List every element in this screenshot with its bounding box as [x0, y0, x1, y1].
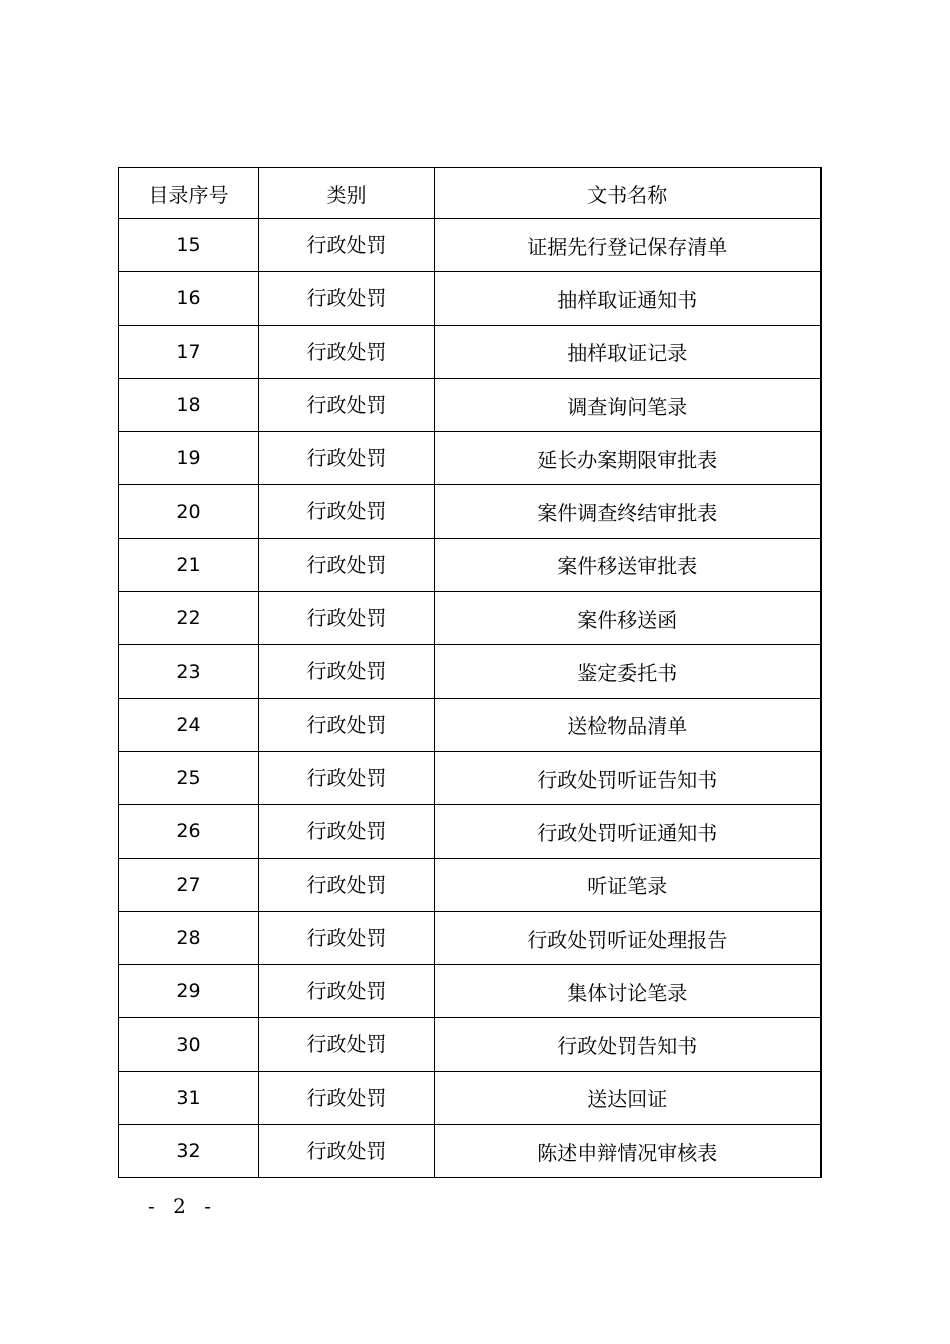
table-row	[119, 538, 821, 591]
catalog-number-cell: 21	[119, 538, 259, 591]
category-cell: 行政处罚	[259, 219, 435, 272]
document-name-cell: 行政处罚告知书	[435, 1018, 821, 1071]
table-row	[119, 485, 821, 538]
catalog-number-cell: 27	[119, 858, 259, 911]
catalog-number-cell: 29	[119, 965, 259, 1018]
table-row	[119, 1125, 821, 1178]
document-name-cell: 送检物品清单	[435, 698, 821, 751]
category-cell: 行政处罚	[259, 592, 435, 645]
category-cell: 行政处罚	[259, 1018, 435, 1071]
catalog-number-cell: 23	[119, 645, 259, 698]
category-cell: 行政处罚	[259, 965, 435, 1018]
document-name-cell: 案件移送审批表	[435, 538, 821, 591]
table-row	[119, 592, 821, 645]
document-name-cell: 送达回证	[435, 1071, 821, 1124]
document-name-cell: 调查询问笔录	[435, 378, 821, 431]
document-name-cell: 行政处罚听证告知书	[435, 751, 821, 804]
table-row	[119, 911, 821, 964]
table-row	[119, 432, 821, 485]
table-body	[119, 219, 821, 1178]
category-cell: 行政处罚	[259, 911, 435, 964]
document-name-cell: 案件移送函	[435, 592, 821, 645]
document-name-cell: 抽样取证通知书	[435, 272, 821, 325]
document-name-cell: 听证笔录	[435, 858, 821, 911]
catalog-number-cell: 32	[119, 1125, 259, 1178]
catalog-number-cell: 26	[119, 805, 259, 858]
category-cell: 行政处罚	[259, 1125, 435, 1178]
category-cell: 行政处罚	[259, 272, 435, 325]
table-row	[119, 219, 821, 272]
table-row	[119, 1071, 821, 1124]
document-name-cell: 行政处罚听证处理报告	[435, 911, 821, 964]
table-row	[119, 1018, 821, 1071]
document-catalog-table	[118, 167, 822, 1178]
document-name-cell: 集体讨论笔录	[435, 965, 821, 1018]
table-row	[119, 378, 821, 431]
table-row	[119, 645, 821, 698]
category-cell: 行政处罚	[259, 698, 435, 751]
document-name-cell: 延长办案期限审批表	[435, 432, 821, 485]
table-row	[119, 272, 821, 325]
header-catalog-number: 目录序号	[119, 168, 259, 219]
catalog-number-cell: 28	[119, 911, 259, 964]
table-row	[119, 965, 821, 1018]
category-cell: 行政处罚	[259, 805, 435, 858]
catalog-number-cell: 17	[119, 325, 259, 378]
catalog-number-cell: 31	[119, 1071, 259, 1124]
catalog-number-cell: 22	[119, 592, 259, 645]
table-row	[119, 325, 821, 378]
category-cell: 行政处罚	[259, 432, 435, 485]
category-cell: 行政处罚	[259, 378, 435, 431]
document-name-cell: 案件调查终结审批表	[435, 485, 821, 538]
table-row	[119, 805, 821, 858]
catalog-number-cell: 16	[119, 272, 259, 325]
document-name-cell: 抽样取证记录	[435, 325, 821, 378]
page-number: - 2 -	[148, 1194, 217, 1218]
catalog-number-cell: 24	[119, 698, 259, 751]
catalog-number-cell: 30	[119, 1018, 259, 1071]
document-name-cell: 鉴定委托书	[435, 645, 821, 698]
catalog-number-cell: 15	[119, 219, 259, 272]
category-cell: 行政处罚	[259, 645, 435, 698]
header-category: 类别	[259, 168, 435, 219]
document-name-cell: 证据先行登记保存清单	[435, 219, 821, 272]
catalog-number-cell: 25	[119, 751, 259, 804]
table-row	[119, 698, 821, 751]
table-header-row	[119, 168, 821, 219]
category-cell: 行政处罚	[259, 538, 435, 591]
category-cell: 行政处罚	[259, 751, 435, 804]
header-document-name: 文书名称	[435, 168, 821, 219]
catalog-number-cell: 18	[119, 378, 259, 431]
catalog-number-cell: 19	[119, 432, 259, 485]
document-name-cell: 陈述申辩情况审核表	[435, 1125, 821, 1178]
category-cell: 行政处罚	[259, 1071, 435, 1124]
category-cell: 行政处罚	[259, 858, 435, 911]
table-row	[119, 858, 821, 911]
document-name-cell: 行政处罚听证通知书	[435, 805, 821, 858]
table-row	[119, 751, 821, 804]
category-cell: 行政处罚	[259, 325, 435, 378]
catalog-number-cell: 20	[119, 485, 259, 538]
category-cell: 行政处罚	[259, 485, 435, 538]
